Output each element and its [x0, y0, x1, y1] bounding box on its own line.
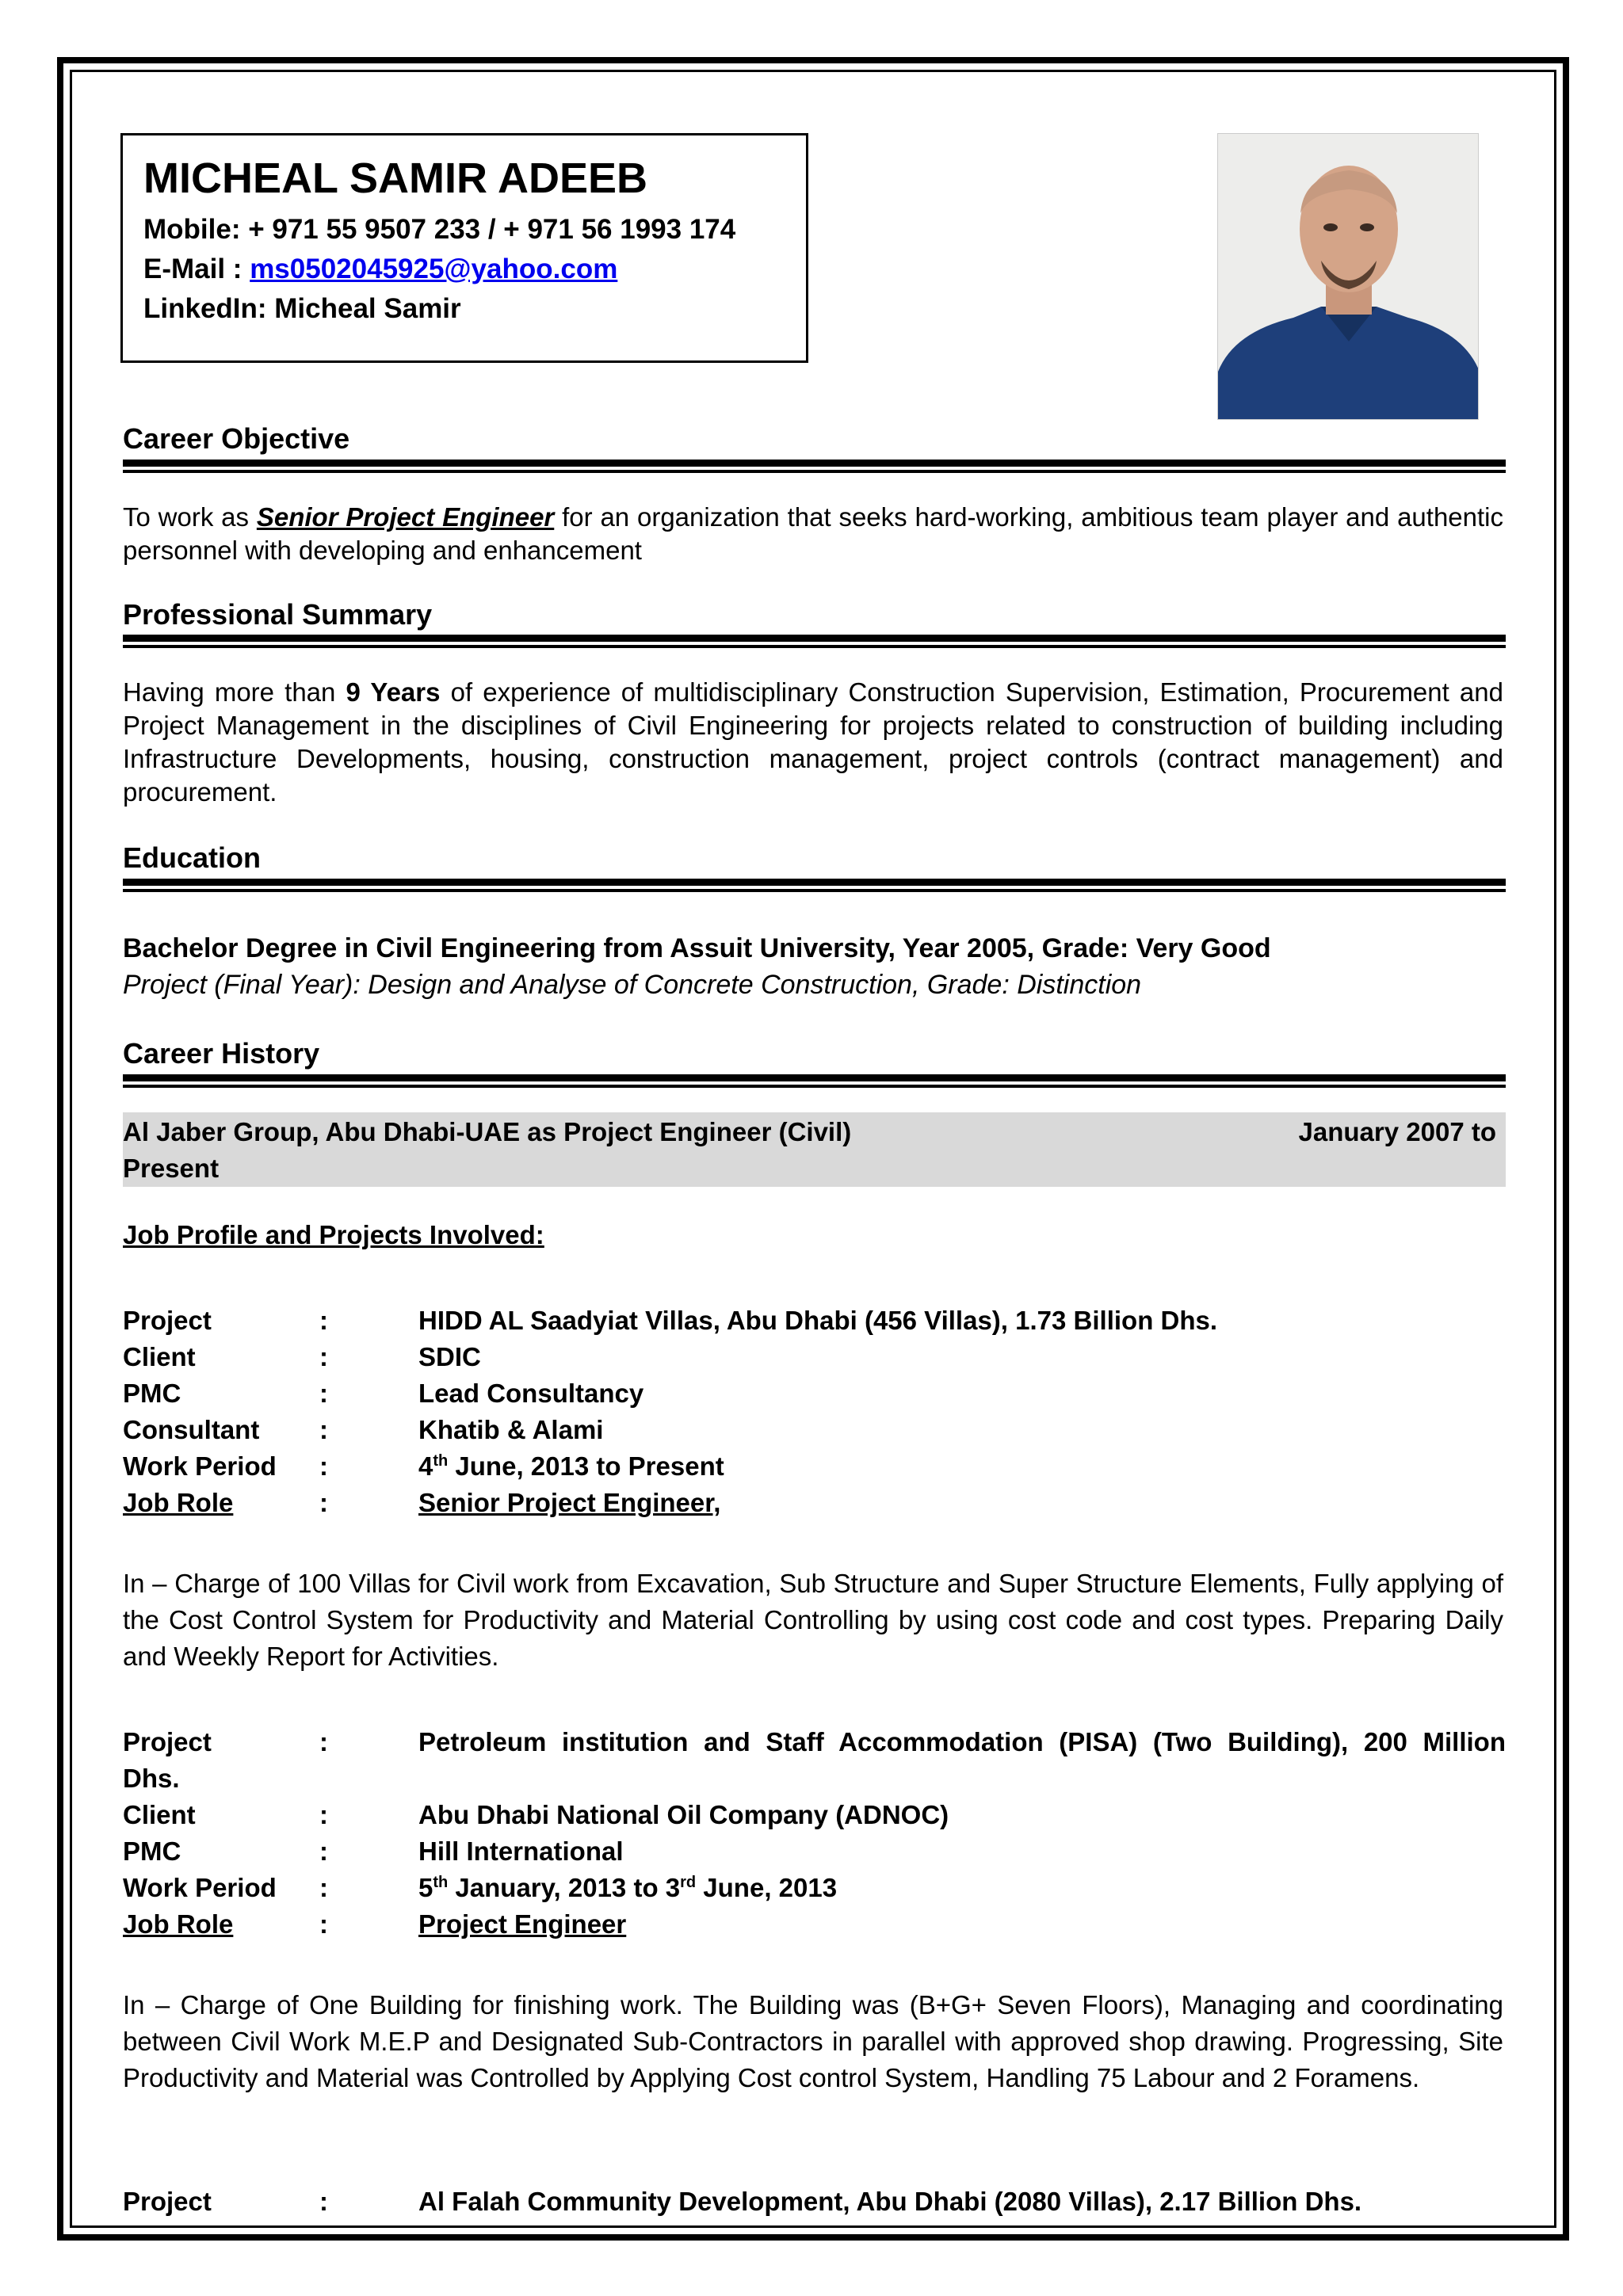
colon: :: [319, 1909, 328, 1939]
career-objective-text: [123, 501, 1503, 567]
job-role-value: Senior Project Engineer,: [418, 1488, 721, 1517]
portrait-illustration: [1218, 134, 1479, 420]
mobile-value: : + 971 55 9507 233 / + 971 56 1993 174: [231, 214, 736, 245]
section-divider: [123, 879, 1506, 893]
period-start-sup: th: [433, 1874, 449, 1891]
colon: :: [319, 1451, 328, 1481]
email-separator: :: [225, 254, 250, 284]
colon: :: [319, 1306, 328, 1335]
section-divider: [123, 460, 1506, 474]
mobile-line: [143, 210, 785, 250]
project-description: In – Charge of 100 Villas for Civil work from Excavation, Sub Structure and Super Structure Elements, Fully applying of the Cost Control System for Productivity and Material Controlling by using cost code and cost types. Preparing Daily and Weekly Report for Activities.: [123, 1569, 1503, 1671]
contact-box: [120, 133, 808, 363]
work-period-value: [418, 1870, 837, 1906]
objective-suffix: for an organization that seeks hard-working, ambitious team player and authentic personnel with developing and enhancement: [123, 502, 1503, 565]
section-divider: [123, 635, 1506, 649]
client-value: Abu Dhabi National Oil Company (ADNOC): [418, 1800, 949, 1829]
period-rest: June, 2013 to Present: [448, 1451, 724, 1481]
career-objective-title: Career Objective: [123, 422, 350, 455]
career-history-title: Career History: [123, 1037, 320, 1070]
consultant-value: Khatib & Alami: [418, 1415, 604, 1444]
work-period-label: Work Period: [123, 1451, 277, 1481]
professional-summary-title: Professional Summary: [123, 598, 433, 631]
email-link[interactable]: ms0502045925@yahoo.com: [250, 254, 618, 284]
client-value: SDIC: [418, 1342, 481, 1371]
project-label: Project: [123, 1727, 212, 1756]
project-label: Project: [123, 1306, 212, 1335]
period-end-sup: rd: [680, 1874, 697, 1891]
colon: :: [319, 1415, 328, 1444]
project-label: Project: [123, 2187, 212, 2216]
summary-years: 9 Years: [346, 677, 441, 707]
colon: :: [319, 1836, 328, 1866]
colon: :: [319, 1488, 328, 1517]
work-period-value: [418, 1448, 724, 1485]
pmc-label: PMC: [123, 1836, 181, 1866]
colon: :: [319, 1800, 328, 1829]
candidate-name: MICHEAL SAMIR ADEEB: [143, 154, 648, 202]
period-mid: January, 2013 to 3: [448, 1873, 681, 1902]
employment-period-end: Present: [123, 1154, 220, 1183]
employer-name: Al Jaber Group, Abu Dhabi-UAE as Project Engineer (Civil): [123, 1117, 852, 1146]
linkedin-line: LinkedIn: Micheal Samir: [143, 293, 461, 324]
job-role-value: Project Engineer: [418, 1909, 627, 1939]
work-period-label: Work Period: [123, 1873, 277, 1902]
summary-prefix: Having more than: [123, 677, 346, 707]
education-title: Education: [123, 841, 262, 874]
section-divider: [123, 1074, 1506, 1089]
project-value: Al Falah Community Development, Abu Dhabi (2080 Villas), 2.17 Billion Dhs.: [418, 2187, 1362, 2216]
project-value-continued: Dhs.: [123, 1764, 180, 1793]
pmc-label: PMC: [123, 1379, 181, 1408]
colon: :: [319, 1342, 328, 1371]
period-end: June, 2013: [696, 1873, 838, 1902]
profile-photo: [1217, 133, 1479, 420]
email-label: E-Mail: [143, 254, 226, 284]
mobile-label: Mobile: [143, 214, 231, 245]
objective-role: Senior Project Engineer: [256, 502, 555, 532]
email-line: [143, 250, 785, 289]
period-start-day: 5: [418, 1873, 433, 1902]
employer-banner: [123, 1112, 1506, 1187]
colon: :: [319, 1379, 328, 1408]
professional-summary-text: [123, 676, 1503, 809]
job-profile-heading: Job Profile and Projects Involved:: [123, 1220, 544, 1249]
employment-period-start: January 2007 to: [1298, 1117, 1496, 1146]
colon: :: [319, 1727, 328, 1756]
pmc-value: Hill International: [418, 1836, 624, 1866]
job-role-label: Job Role: [123, 1488, 234, 1517]
objective-prefix: To work as: [123, 502, 257, 532]
degree-line: Bachelor Degree in Civil Engineering from Assuit University, Year 2005, Grade: Very Good: [123, 933, 1271, 963]
client-label: Client: [123, 1342, 196, 1371]
summary-suffix: of experience of multidisciplinary Construction Supervision, Estimation, Procurement and Project Management in the disciplines of Civil Engineering for projects related to construction of building including Infrastructure Developments, housing, construction management, project controls (contract management) and procurement.: [123, 677, 1503, 807]
pmc-value: Lead Consultancy: [418, 1379, 644, 1408]
job-role-label: Job Role: [123, 1909, 234, 1939]
consultant-label: Consultant: [123, 1415, 260, 1444]
project-value: HIDD AL Saadyiat Villas, Abu Dhabi (456 Villas), 1.73 Billion Dhs.: [418, 1306, 1218, 1335]
project-value: Petroleum institution and Staff Accommodation (PISA) (Two Building), 200 Million: [418, 1727, 1506, 1756]
client-label: Client: [123, 1800, 196, 1829]
colon: :: [319, 2187, 328, 2216]
final-project-line: Project (Final Year): Design and Analyse of Concrete Construction, Grade: Distinction: [123, 970, 1142, 1000]
period-day: 4: [418, 1451, 433, 1481]
colon: :: [319, 1873, 328, 1902]
project-description: In – Charge of One Building for finishing work. The Building was (B+G+ Seven Floors), Managing and coordinating between Civil Work M.E.P and Designated Sub-Contractors in parallel with approved shop drawing. Progressing, Site Productivity and Material was Controlled by Applying Cost control System, Handling 75 Labour and 2 Foramens.: [123, 1990, 1503, 2092]
period-day-sup: th: [433, 1452, 449, 1470]
